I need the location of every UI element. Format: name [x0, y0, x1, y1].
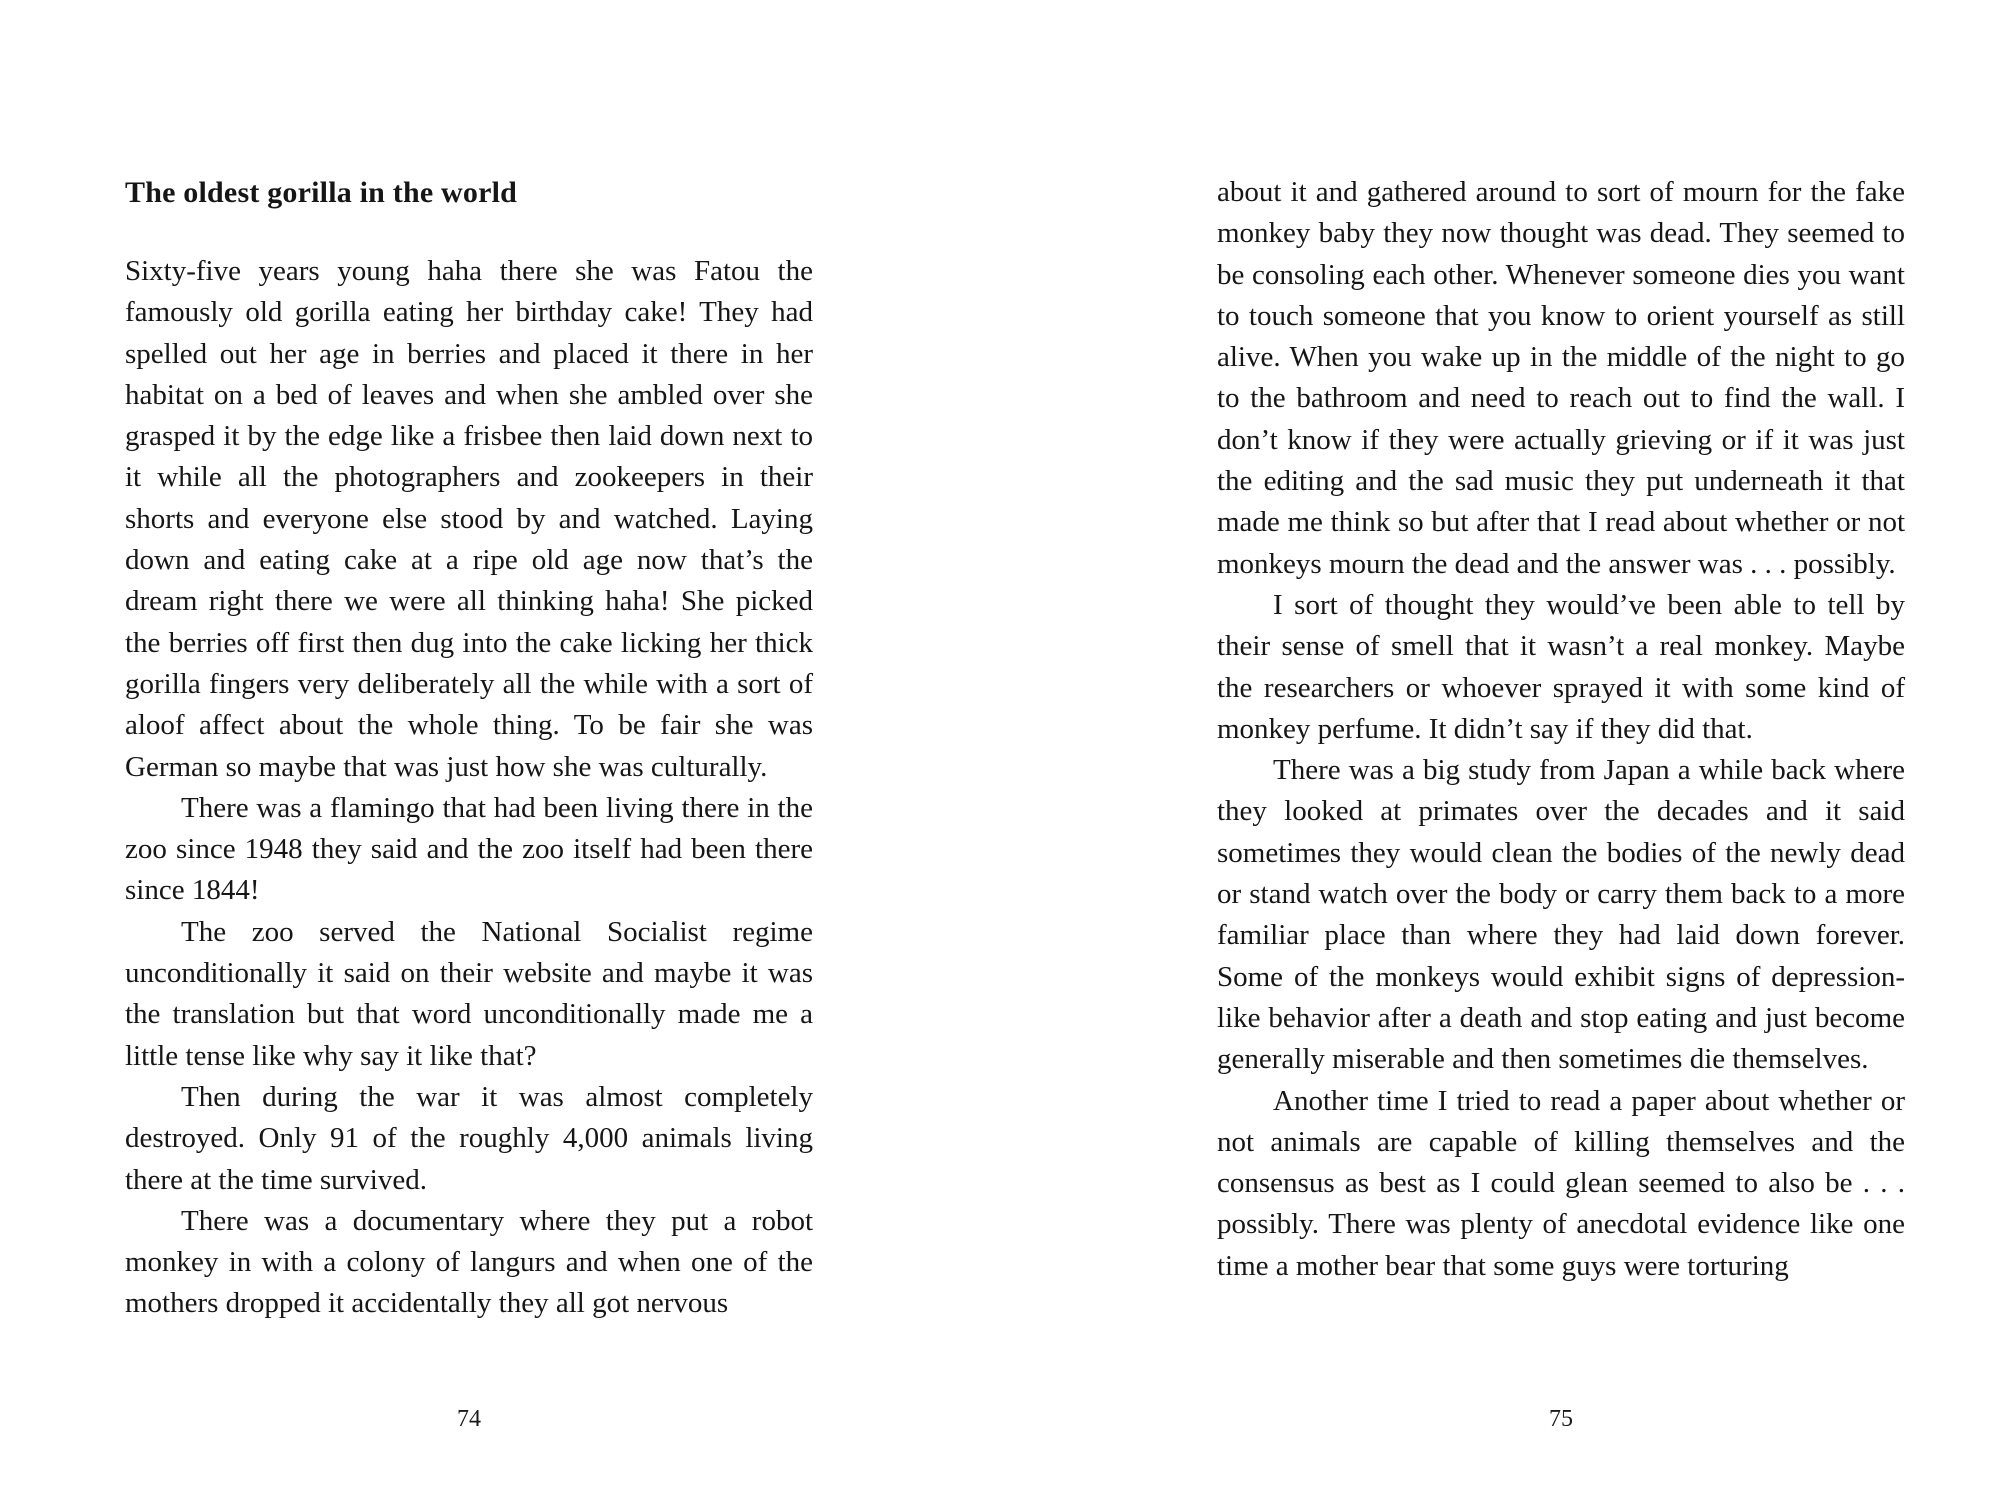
paragraph: There was a flamingo that had been living there in the zoo since 1948 they said and the zoo itself had been there since 1844! [125, 791, 813, 907]
page-right-text [1217, 172, 1905, 1287]
paragraph: I sort of thought they would’ve been able to tell by their sense of smell that it wasn’t a real monkey. Maybe the researchers or whoever sprayed it with some kind of monkey perfume. It didn’t say if they did that. [1217, 588, 1905, 745]
paragraph: Then during the war it was almost completely destroyed. Only 91 of the roughly 4,000 animals living there at the time survived. [125, 1080, 813, 1196]
paragraph: There was a documentary where they put a robot monkey in with a colony of langurs and when one of the mothers dropped it accidentally they all got nervous [125, 1204, 813, 1320]
paragraph: about it and gathered around to sort of mourn for the fake monkey baby they now thought was dead. They seemed to be consoling each other. Whenever someone dies you want to touch someone that you know to orient yourself as still alive. When you wake up in the middle of the night to go to the bathroom and need to reach out to find the wall. I don’t know if they were actually grieving or if it was just the editing and the sad music they put underneath it that made me think so but after that I read about whether or not monkeys mourn the dead and the answer was . . . possibly. [1217, 176, 1905, 580]
paragraph: There was a big study from Japan a while back where they looked at primates over the decades and it said sometimes they would clean the bodies of the newly dead or stand watch over the body or carry them back to a more familiar place than where they had laid down forever. Some of the monkeys would exhibit signs of depression-like behavior after a death and stop eating and just become generally miserable and then sometimes die themselves. [1217, 754, 1905, 1076]
page-number-left: 74 [457, 1406, 481, 1432]
paragraph: The zoo served the National Socialist regime unconditionally it said on their website and maybe it was the translation but that word unconditionally made me a little tense like why say it like that? [125, 915, 813, 1072]
paragraph: Another time I tried to read a paper about whether or not animals are capable of killing themselves and the consensus as best as I could glean seemed to also be . . . possibly. There was plenty of anecdotal evidence like one time a mother bear that some guys were torturing [1217, 1084, 1905, 1282]
page-right [1000, 0, 2000, 1508]
page-number-right: 75 [1549, 1406, 1573, 1432]
chapter-heading: The oldest gorilla in the world [125, 176, 518, 209]
page-left-text [125, 172, 813, 1325]
paragraph: Sixty-five years young haha there she was Fatou the famously old gorilla eating her birthday cake! They had spelled out her age in berries and placed it there in her habitat on a bed of leaves and when she ambled over she grasped it by the edge like a frisbee then laid down next to it while all the photographers and zookeepers in their shorts and everyone else stood by and watched. Laying down and eating cake at a ripe old age now that’s the dream right there we were all thinking haha! She picked the berries off first then dug into the cake licking her thick gorilla fingers very deliberately all the while with a sort of aloof affect about the whole thing. To be fair she was German so maybe that was just how she was culturally. [125, 255, 813, 783]
